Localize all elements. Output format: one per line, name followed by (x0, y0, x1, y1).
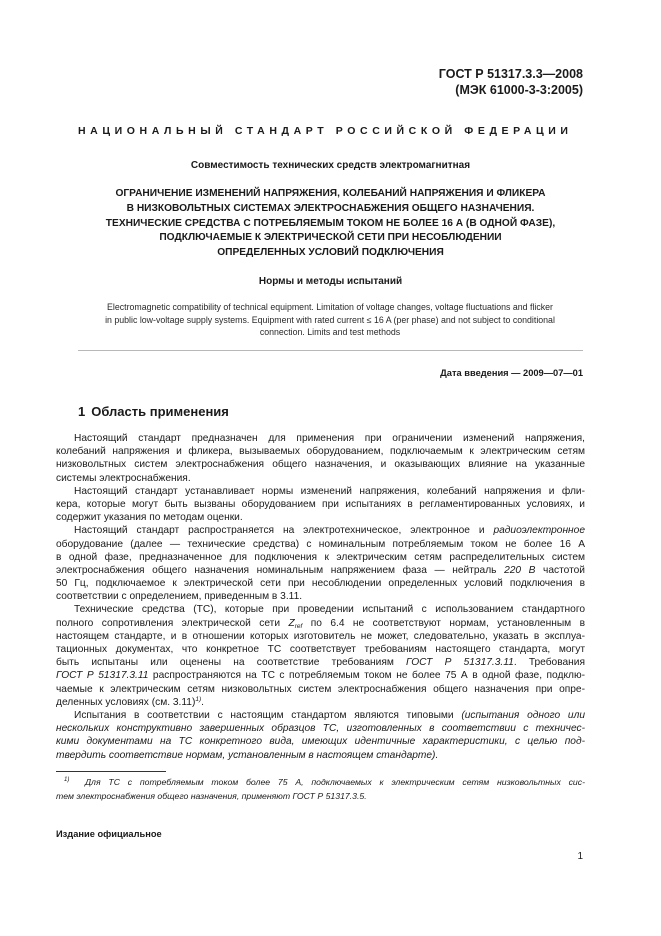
italic-run: нескольких конструктивно завершенных образцов ТС, изготовленных в соответствии с техничес- (56, 723, 585, 735)
paragraph-line (56, 524, 585, 537)
text-run: Настоящий стандарт распространяется на электротехническое, электронное и (74, 525, 494, 537)
standard-reference: ГОСТ Р 51317.3.11 (56, 670, 149, 682)
norms-heading: Нормы и методы испытаний (258, 276, 403, 287)
text-run: Испытания в соответствии с настоящим стандартом являются типовыми (74, 709, 462, 721)
iec-code: (МЭК 61000-3-3:2005) (455, 83, 583, 97)
paragraph-line: в одной фазе, предназначенное для подключения к электрическим сетям распределительных систем (56, 551, 585, 563)
section-number: 1 (78, 404, 86, 419)
text-run: Для ТС с потребляемым током более 75 А, подключаемых к электрическим сетям низковольтных сис- (84, 777, 585, 787)
text-run: деленных условиях (см. 3.11) (56, 696, 196, 708)
paragraph-line (56, 749, 585, 762)
english-title-line: connection. Limits and test methods (259, 327, 401, 338)
paragraph-line: Настоящий стандарт устанавливает нормы изменений напряжения, колебаний напряжения и фли- (74, 485, 585, 497)
paragraph-line: Настоящий стандарт предназначен для применения при ограничении изменений напряжения, (74, 433, 585, 444)
footnote-reference: 1) (195, 695, 202, 703)
paragraph-line: Технические средства (ТС), которые при проведении испытаний с использованием стандартного (74, 604, 585, 616)
footnote-line (56, 776, 585, 790)
introduction-date: Дата введения — 2009—07—01 (440, 368, 583, 378)
paragraph-line (56, 709, 585, 722)
edition-label: Издание официальное (56, 829, 162, 839)
main-title-line: ПОДКЛЮЧАЕМЫЕ К ЭЛЕКТРИЧЕСКОЙ СЕТИ ПРИ НЕСОБЛЮДЕНИИ (159, 232, 502, 244)
paragraph-line: тационных документах, что конкретное ТС соответствует требованиям настоящего стандарта, могут (56, 644, 585, 655)
paragraph-line: настоящем стандарте, и в отношении которых изготовитель не может, следовательно, указать в эксплуа- (56, 630, 585, 642)
impedance-subscript: ref (294, 622, 303, 630)
impedance-symbol: Z (288, 617, 295, 629)
paragraph-line: колебаний напряжения и фликера, вызываемых оборудованием, подключаемым к электрическим сетям (56, 446, 585, 458)
paragraph-line (56, 669, 585, 682)
text-run: электроснабжения общего назначения номинальным напряжением фаза — нейтраль (56, 564, 505, 576)
national-standard-heading: НАЦИОНАЛЬНЫЙ СТАНДАРТ РОССИЙСКОЙ ФЕДЕРАЦИИ (78, 125, 573, 137)
section-title: Область применения (91, 404, 229, 419)
text-run: полного сопротивления электрической сети (56, 617, 289, 629)
page-number: 1 (577, 851, 583, 862)
paragraph-line (56, 564, 585, 577)
footnote-line: тем электроснабжения общего назначения, применяют ГОСТ Р 51317.3.5. (56, 790, 367, 801)
main-title-line: ТЕХНИЧЕСКИЕ СРЕДСТВА С ПОТРЕБЛЯЕМЫМ ТОКОМ НЕ БОЛЕЕ 16 А (В ОДНОЙ ФАЗЕ), (105, 217, 556, 229)
paragraph-line (56, 656, 585, 669)
italic-run: 220 В (504, 564, 536, 576)
paragraph-line (56, 722, 585, 735)
text-run: частотой (535, 564, 585, 576)
paragraph-line: соответствии с определением, приведенным в 3.11. (56, 591, 303, 603)
text-run: распространяются на ТС с потребляемым током не более 75 А в одной фазе, подклю- (148, 670, 585, 682)
paragraph-line: оборудование (далее — технические средства) с номинальным потребляемым током не более 16 А (56, 538, 585, 550)
section-heading (78, 404, 229, 419)
paragraph-line: содержит указания по методам оценки. (56, 512, 243, 524)
paragraph-line: кера, которые могут быть вызваны оборудованием при испытаниях в регламентированных условиях, и (56, 498, 585, 510)
italic-run: твердить соответствие нормам, установленным в настоящем стандарте). (56, 749, 439, 761)
english-title-line: Electromagnetic compatibility of technical equipment. Limitation of voltage changes, voltage fluctuations and flicker (107, 302, 553, 312)
paragraph-line: низковольтных систем электроснабжения общего назначения, и оказывающих влияние на указанные (56, 459, 585, 471)
main-title-line: ОПРЕДЕЛЕННЫХ УСЛОВИЙ ПОДКЛЮЧЕНИЯ (217, 247, 444, 259)
divider (78, 350, 583, 351)
english-title-line: in public low-voltage supply systems. Equipment with rated current ≤ 16 A (per phase) and not subject to conditional (105, 314, 555, 325)
main-title-line: ОГРАНИЧЕНИЕ ИЗМЕНЕНИЙ НАПРЯЖЕНИЯ, КОЛЕБАНИЙ НАПРЯЖЕНИЯ И ФЛИКЕРА (115, 188, 546, 199)
italic-run: (испытания одного или (461, 709, 585, 721)
footnote-divider (56, 771, 166, 772)
paragraph-line (56, 696, 585, 709)
paragraph-line: чаемые к электрическим сетям низковольтных систем электроснабжения общего назначения при опре- (56, 683, 585, 695)
english-title (56, 301, 604, 339)
text-run: . Требования (513, 657, 585, 669)
text-run: . (201, 696, 204, 708)
gost-code: ГОСТ Р 51317.3.3—2008 (438, 67, 583, 81)
italic-run: кими документами на ТС конкретного вида, имеющих идентичные характеристики, с целью под- (56, 736, 585, 748)
text-run: по 6.4 не соответствуют нормам, установленным в (302, 617, 585, 629)
footnote (56, 776, 585, 803)
compatibility-heading: Совместимость технических средств электромагнитная (190, 160, 471, 171)
main-title (78, 187, 583, 261)
paragraph-line: системы электроснабжения. (56, 472, 191, 484)
standard-reference: ГОСТ Р 51317.3.11 (406, 657, 514, 669)
italic-run: радиоэлектронное (493, 525, 585, 537)
paragraph-line (56, 617, 585, 630)
main-title-line: В НИЗКОВОЛЬТНЫХ СИСТЕМАХ ЭЛЕКТРОСНАБЖЕНИЯ ОБЩЕГО НАЗНАЧЕНИЯ. (126, 202, 535, 214)
paragraph-line: 50 Гц, подключаемое к электрической сети при несоблюдении определенных условий подключения в (56, 578, 585, 590)
paragraph-line (56, 735, 585, 748)
footnote-marker: 1) (64, 777, 70, 783)
standard-designation (439, 66, 583, 98)
body-text (56, 432, 585, 762)
text-run: быть испытаны или оценены на соответствие требованиям (56, 657, 407, 669)
